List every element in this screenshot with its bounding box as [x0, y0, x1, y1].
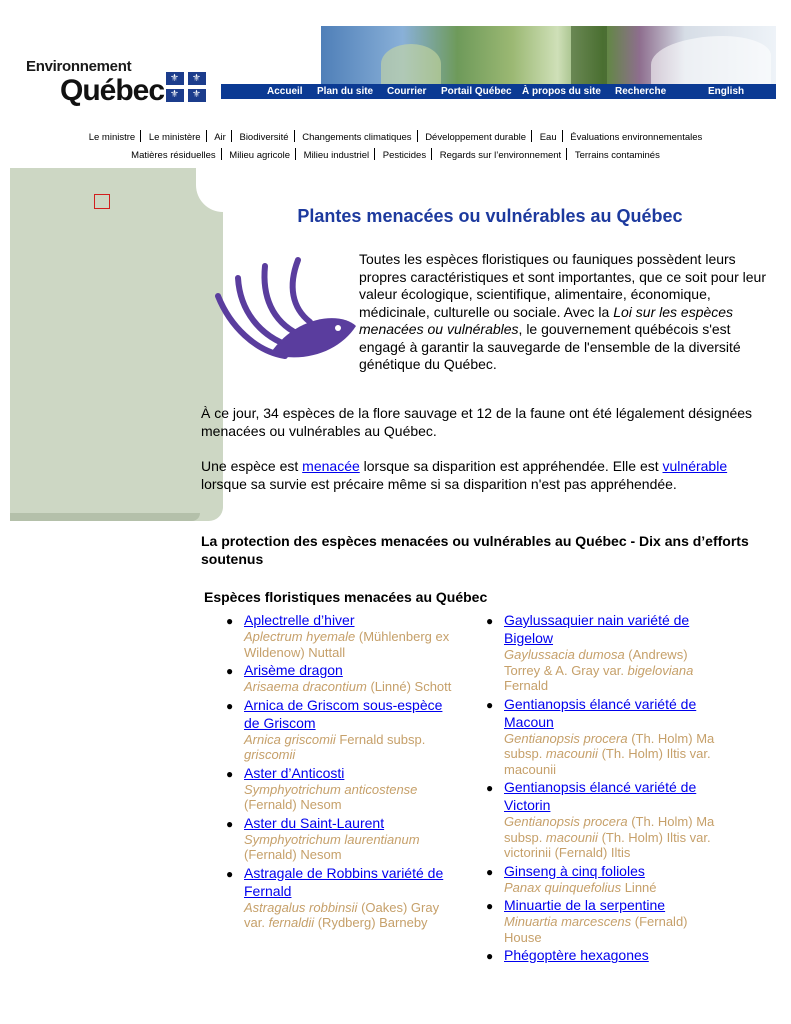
species-name-link[interactable]: Arisème dragon: [244, 662, 343, 678]
menacee-link[interactable]: menacée: [302, 458, 360, 474]
topic-links-row2: [0, 148, 791, 161]
species-item: [486, 778, 716, 861]
bullet-icon: ●: [226, 816, 234, 831]
scientific-name: Aplectrum hyemale (Mühlenberg ex Wildenow) Nuttall: [244, 629, 450, 660]
page-title: Plantes menacées ou vulnérables au Québec: [297, 206, 683, 226]
scientific-name: Gaylussacia dumosa (Andrews) Torrey & A. Gray var. bigeloviana Fernald: [504, 647, 694, 693]
species-name-link[interactable]: Ginseng à cinq folioles: [504, 862, 645, 879]
scientific-name: Symphyotrichum laurentianum (Fernald) Nesom: [244, 831, 420, 862]
scientific-name: Arnica griscomii Fernald subsp. griscomii: [244, 731, 426, 762]
scientific-name: Minuartia marcescens (Fernald) House: [504, 914, 688, 945]
topic-links-row1: [0, 130, 791, 143]
bullet-icon: ●: [226, 698, 234, 713]
threatened-species-emblem-icon: [210, 256, 358, 372]
header-banner-image: [321, 26, 776, 84]
species-item: [486, 896, 716, 945]
species-name-link[interactable]: Gaylussaquier nain variété de Bigelow: [504, 612, 690, 646]
link-biodiversite[interactable]: Biodiversité: [239, 132, 289, 143]
nav-plan-du-site[interactable]: Plan du site: [317, 86, 374, 97]
link-milieu-agricole[interactable]: Milieu agricole: [229, 150, 291, 161]
broken-image-placeholder: [94, 194, 110, 209]
species-item: [226, 764, 456, 813]
bullet-icon: ●: [226, 766, 234, 781]
quebec-flag-icon: [166, 72, 206, 102]
protection-heading: La protection des espèces menacées ou vulnérables au Québec - Dix ans d’efforts soutenus: [201, 533, 749, 567]
species-name-link[interactable]: Astragale de Robbins variété de Fernald: [244, 864, 444, 899]
nav-portail-quebec[interactable]: Portail Québec: [441, 86, 512, 97]
nav-recherche[interactable]: Recherche: [615, 86, 667, 97]
link-air[interactable]: Air: [214, 132, 226, 143]
species-item: [226, 814, 456, 863]
left-sidebar: [10, 168, 223, 521]
scientific-name: Panax quinquefolius Linné: [504, 879, 657, 895]
species-item: [226, 661, 456, 695]
scientific-name: Arisaema dracontium (Linné) Schott: [244, 679, 452, 694]
nav-courrier[interactable]: Courrier: [387, 86, 427, 97]
species-item: [486, 611, 716, 694]
link-evaluations-environnementales[interactable]: Évaluations environnementales: [570, 132, 703, 143]
link-developpement-durable[interactable]: Développement durable: [425, 132, 527, 143]
logo-line1: Environnement: [26, 58, 132, 75]
species-name-link[interactable]: Phégoptère hexagones: [504, 947, 649, 963]
species-name-link[interactable]: Minuartie de la serpentine: [504, 897, 666, 913]
fleur-de-lis-icon: ⚜: [170, 73, 179, 84]
link-le-ministere[interactable]: Le ministère: [148, 132, 201, 143]
scientific-name: Astragalus robbinsii (Oakes) Gray var. fernaldii (Rydberg) Barneby: [244, 899, 440, 930]
species-list-column-1: [226, 611, 456, 932]
bullet-icon: ●: [486, 864, 494, 879]
designation-paragraph: À ce jour, 34 espèces de la flore sauvage et 12 de la faune ont été légalement désignées menacées ou vulnérables au Québec.: [201, 405, 753, 439]
species-name-link[interactable]: Aster du Saint-Laurent: [244, 814, 385, 831]
link-regards-environnement[interactable]: Regards sur l’environnement: [439, 150, 562, 161]
bullet-icon: ●: [226, 866, 234, 881]
link-le-ministre[interactable]: Le ministre: [88, 132, 136, 143]
bullet-icon: ●: [486, 899, 494, 913]
bullet-icon: ●: [486, 614, 494, 628]
species-list-column-2: [486, 611, 716, 965]
scientific-name: Gentianopsis procera (Th. Holm) Ma subsp. macounii (Th. Holm) Iltis var. victorinii (Fernald) Iltis: [504, 814, 715, 860]
scientific-name: Gentianopsis procera (Th. Holm) Ma subsp. macounii (Th. Holm) Iltis var. macounii: [504, 730, 715, 777]
main-navigation: [221, 84, 776, 99]
species-item: [226, 864, 456, 931]
species-item: [486, 862, 716, 896]
bullet-icon: ●: [486, 781, 494, 795]
species-name-link[interactable]: Gentianopsis élancé variété de Victorin: [504, 779, 697, 813]
logo-line2: Québec: [60, 74, 165, 107]
link-matieres-residuelles[interactable]: Matières résiduelles: [131, 150, 216, 161]
fleur-de-lis-icon: ⚜: [192, 89, 201, 100]
bullet-icon: ●: [486, 697, 494, 712]
species-name-link[interactable]: Arnica de Griscom sous-espèce de Griscom: [244, 696, 443, 731]
vulnerable-link[interactable]: vulnérable: [662, 458, 728, 474]
species-item: [486, 695, 716, 778]
link-terrains-contamines[interactable]: Terrains contaminés: [574, 150, 660, 161]
link-changements-climatiques[interactable]: Changements climatiques: [302, 132, 412, 143]
intro-paragraph: Toutes les espèces floristiques ou fauniques possèdent leurs propres caractéristiques et sont importantes, que ce soit pour leur valeur écologique, scientifique, alimentaire, économique, médicinale, culturelle ou sociale. Avec la Loi sur les espèces menacées ou vulnérables, le gouvernement québécois s'est engagé à garantir la sauvegarde de l'ensemble de la diversité génétique du Québec.: [359, 251, 766, 372]
species-name-link[interactable]: Aster d’Anticosti: [244, 764, 345, 781]
species-item: [226, 611, 456, 660]
link-eau[interactable]: Eau: [539, 132, 557, 143]
definitions-paragraph: Une espèce est menacée lorsque sa disparition est appréhendée. Elle est vulnérable lorsque sa survie est précaire même si sa disparition n'est pas appréhendée.: [201, 458, 728, 492]
bullet-icon: ●: [226, 664, 234, 678]
species-name-link[interactable]: Gentianopsis élancé variété de Macoun: [504, 695, 697, 730]
bullet-icon: ●: [226, 614, 234, 628]
law-title: Loi sur les espèces menacées ou vulnérables: [359, 303, 734, 337]
species-name-link[interactable]: Aplectrelle d’hiver: [244, 612, 355, 628]
species-list-heading: Espèces floristiques menacées au Québec: [204, 589, 488, 605]
link-pesticides[interactable]: Pesticides: [382, 150, 427, 161]
species-item: [226, 696, 456, 763]
nav-accueil[interactable]: Accueil: [267, 86, 303, 97]
fleur-de-lis-icon: ⚜: [192, 73, 201, 84]
nav-a-propos[interactable]: À propos du site: [522, 86, 601, 97]
species-item: [486, 946, 716, 964]
fleur-de-lis-icon: ⚜: [170, 89, 179, 100]
scientific-name: Symphyotrichum anticostense (Fernald) Nesom: [244, 781, 418, 812]
bullet-icon: ●: [486, 949, 494, 963]
nav-english[interactable]: English: [708, 86, 745, 97]
link-milieu-industriel[interactable]: Milieu industriel: [303, 150, 370, 161]
